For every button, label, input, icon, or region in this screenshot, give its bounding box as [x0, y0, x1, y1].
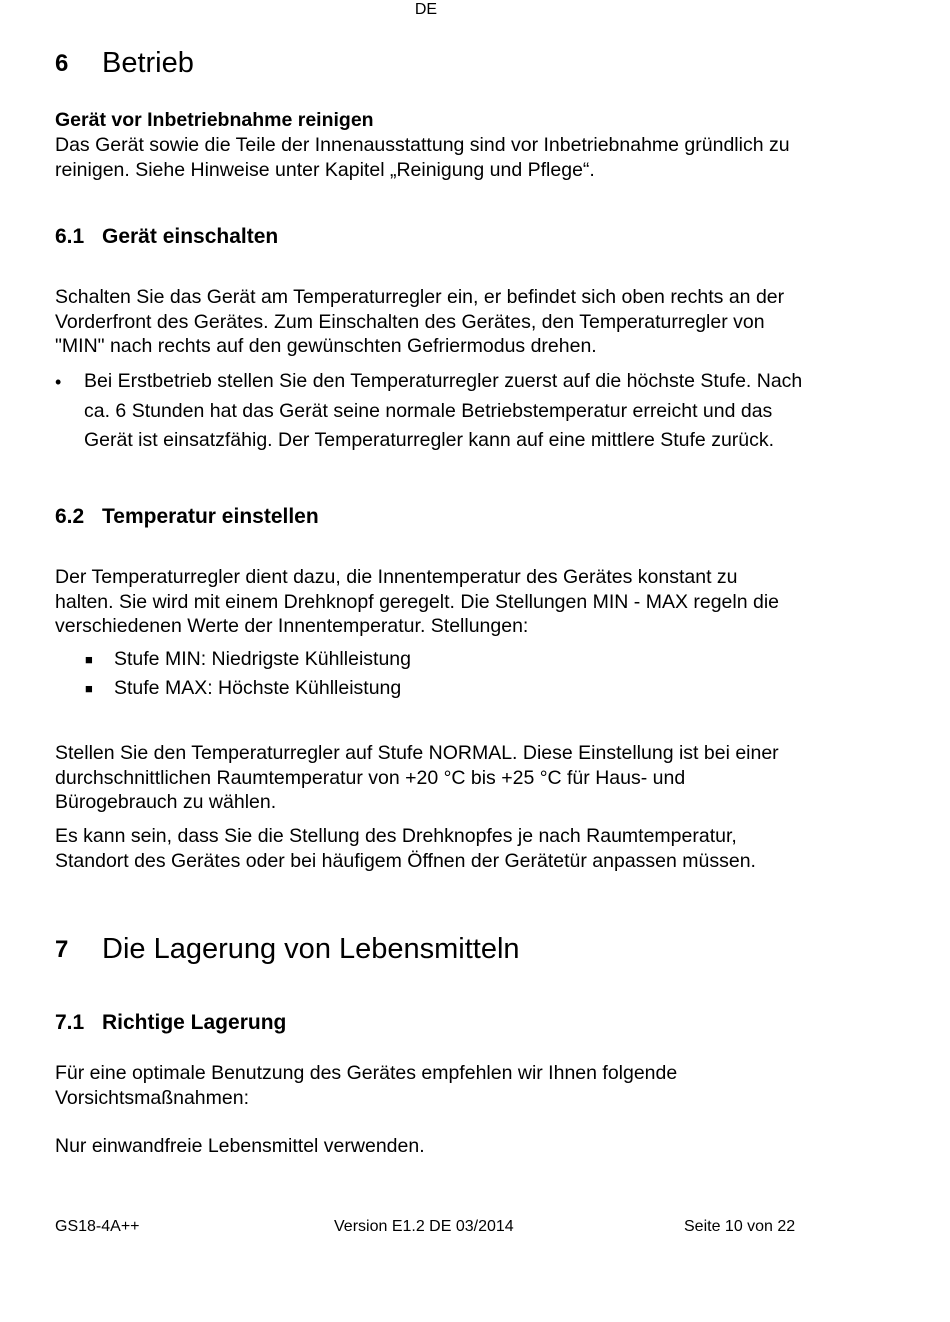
text-line: reinigen. Siehe Hinweise unter Kapitel „Reinigung und Pflege“.	[55, 158, 595, 181]
footer-model: GS18-4A++	[55, 1218, 140, 1235]
text-line: verschiedenen Werte der Innentemperatur. Stellungen:	[55, 615, 529, 637]
section-6-2-number: 6.2	[55, 505, 85, 528]
text-line: Das Gerät sowie die Teile der Innenausstattung sind vor Inbetriebnahme gründlich zu	[55, 134, 790, 156]
list-item-max: Stufe MAX: Höchste Kühlleistung	[114, 677, 402, 699]
paragraph-switch-on	[55, 285, 895, 359]
text-line: Stellen Sie den Temperaturregler auf Stufe NORMAL. Diese Einstellung ist bei einer	[55, 742, 779, 764]
text-line: "MIN" nach rechts auf den gewünschten Gefriermodus drehen.	[55, 335, 597, 357]
text-line: durchschnittlichen Raumtemperatur von +20 °C bis +25 °C für Haus- und	[55, 766, 686, 789]
text-line: Für eine optimale Benutzung des Gerätes empfehlen wir Ihnen folgende	[55, 1062, 678, 1084]
paragraph-cleaning	[55, 133, 895, 182]
section-6-1-title: Gerät einschalten	[102, 225, 279, 248]
text-line: halten. Sie wird mit einem Drehknopf geregelt. Die Stellungen MIN - MAX regeln die	[55, 590, 780, 613]
section-7-1-title: Richtige Lagerung	[102, 1011, 287, 1034]
section-6-1-number: 6.1	[55, 225, 85, 248]
paragraph-food: Nur einwandfreie Lebensmittel verwenden.	[55, 1135, 425, 1157]
section-7-1-number: 7.1	[55, 1011, 85, 1034]
square-bullet-icon: ■	[85, 681, 93, 696]
text-line: Der Temperaturregler dient dazu, die Innentemperatur des Gerätes konstant zu	[55, 566, 738, 588]
section-7-number: 7	[55, 936, 69, 963]
section-6-title: Betrieb	[102, 47, 194, 79]
paragraph-normal-setting	[55, 741, 895, 815]
section-6-number: 6	[55, 50, 69, 77]
subheading-cleaning: Gerät vor Inbetriebnahme reinigen	[55, 109, 374, 131]
text-line: Vorsichtsmaßnahmen:	[55, 1086, 250, 1109]
paragraph-precautions	[55, 1061, 895, 1110]
paragraph-thermostat	[55, 565, 895, 639]
list-item-min: Stufe MIN: Niedrigste Kühlleistung	[114, 648, 411, 670]
text-line: Bei Erstbetrieb stellen Sie den Temperaturregler zuerst auf die höchste Stufe. Nach	[84, 370, 803, 392]
text-line: Schalten Sie das Gerät am Temperaturregler ein, er befindet sich oben rechts an der	[55, 286, 785, 308]
section-6-2-title: Temperatur einstellen	[102, 505, 319, 528]
text-line: ca. 6 Stunden hat das Gerät seine normale Betriebstemperatur erreicht und das	[84, 399, 773, 422]
footer-page-number: Seite 10 von 22	[684, 1218, 796, 1235]
section-7-title: Die Lagerung von Lebensmitteln	[102, 933, 520, 965]
text-line: Es kann sein, dass Sie die Stellung des Drehknopfes je nach Raumtemperatur,	[55, 825, 737, 847]
bullet-first-operation	[84, 367, 904, 456]
language-code: DE	[414, 1, 438, 18]
footer-version: Version E1.2 DE 03/2014	[334, 1218, 514, 1235]
text-line: Bürogebrauch zu wählen.	[55, 791, 277, 813]
round-bullet-icon: •	[55, 372, 62, 392]
text-line: Gerät ist einsatzfähig. Der Temperaturregler kann auf eine mittlere Stufe zurück.	[84, 429, 775, 451]
square-bullet-icon: ■	[85, 652, 93, 667]
text-line: Standort des Gerätes oder bei häufigem Öffnen der Gerätetür anpassen müssen.	[55, 849, 756, 872]
paragraph-adjust-knob	[55, 824, 895, 873]
text-line: Vorderfront des Gerätes. Zum Einschalten des Gerätes, den Temperaturregler von	[55, 310, 765, 333]
